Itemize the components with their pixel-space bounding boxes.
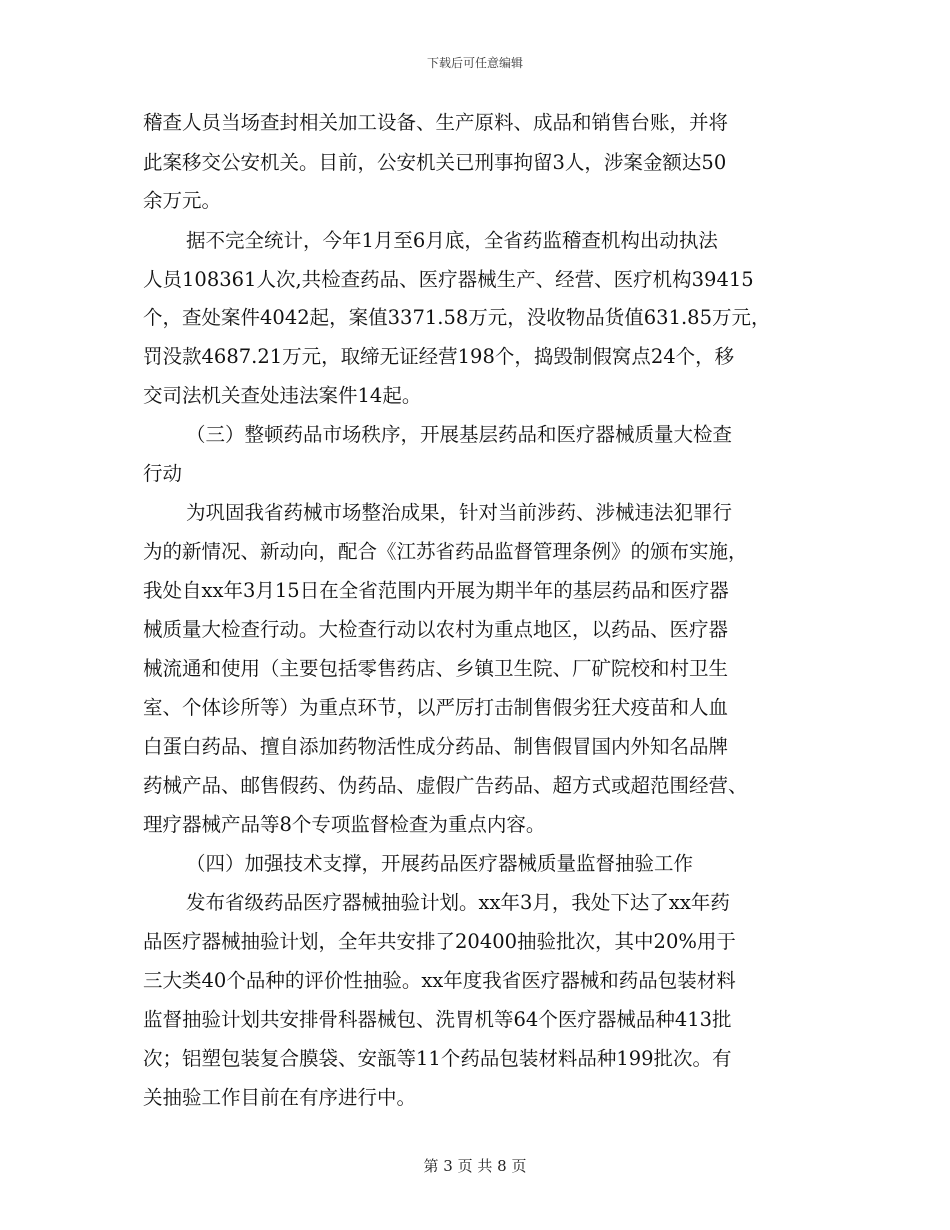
text-line: 人员108361人次,共检查药品、医疗器械生产、经营、医疗机构39415 [143,268,754,291]
text-line: 余万元。 [143,189,222,212]
page-number-footer: 第 3 页 共 8 页 [423,1157,527,1175]
text-line: 白蛋白药品、擅自添加药物活性成分药品、制售假冒国内外知名品牌 [143,735,729,758]
text-line: 三大类40个品种的评价性抽验。xx年度我省医疗器械和药品包装材料 [143,969,736,992]
section-heading: （四）加强技术支撑，开展药品医疗器械质量监督抽验工作 [186,852,694,875]
text-line: 为巩固我省药械市场整治成果，针对当前涉药、涉械违法犯罪行 [186,501,733,524]
text-line: 个，查处案件4042起，案值3371.58万元，没收物品货值631.85万元， [143,306,771,329]
text-line: 品医疗器械抽验计划，全年共安排了20400抽验批次，其中20%用于 [143,930,736,953]
text-line: 发布省级药品医疗器械抽验计划。xx年3月，我处下达了xx年药 [186,891,730,914]
text-line: 稽查人员当场查封相关加工设备、生产原料、成品和销售台账，并将 [143,111,729,134]
section-heading: （三）整顿药品市场秩序，开展基层药品和医疗器械质量大检查 [186,423,733,446]
text-line: 械质量大检查行动。大检查行动以农村为重点地区，以药品、医疗器 [143,618,729,641]
text-line: 理疗器械产品等8个专项监督检查为重点内容。 [143,813,546,836]
text-line: 械流通和使用（主要包括零售药店、乡镇卫生院、厂矿院校和村卫生 [143,657,729,680]
text-line: 我处自xx年3月15日在全省范围内开展为期半年的基层药品和医疗器 [143,579,729,602]
text-line: 罚没款4687.21万元，取缔无证经营198个，捣毁制假窝点24个，移 [143,345,735,368]
page-header-note: 下载后可任意编辑 [426,56,523,70]
text-line: 药械产品、邮售假药、伪药品、虚假广告药品、超方式或超范围经营、 [143,774,748,797]
text-line: 为的新情况、新动向，配合《江苏省药品监督管理条例》的颁布实施， [143,540,748,563]
text-line: 此案移交公安机关。目前，公安机关已刑事拘留3人，涉案金额达50 [143,151,727,174]
text-line: 交司法机关查处违法案件14起。 [143,384,422,407]
text-line: 室、个体诊所等）为重点环节，以严厉打击制售假劣狂犬疫苗和人血 [143,696,729,719]
text-line: 据不完全统计，今年1月至6月底，全省药监稽查机构出动执法 [186,229,718,252]
text-line: 关抽验工作目前在有序进行中。 [143,1086,417,1109]
text-line: 次；铝塑包装复合膜袋、安瓿等11个药品包装材料品种199批次。有 [143,1047,732,1070]
section-heading-cont: 行动 [143,462,183,485]
text-line: 监督抽验计划共安排骨科器械包、洗胃机等64个医疗器械品种413批 [143,1008,732,1031]
